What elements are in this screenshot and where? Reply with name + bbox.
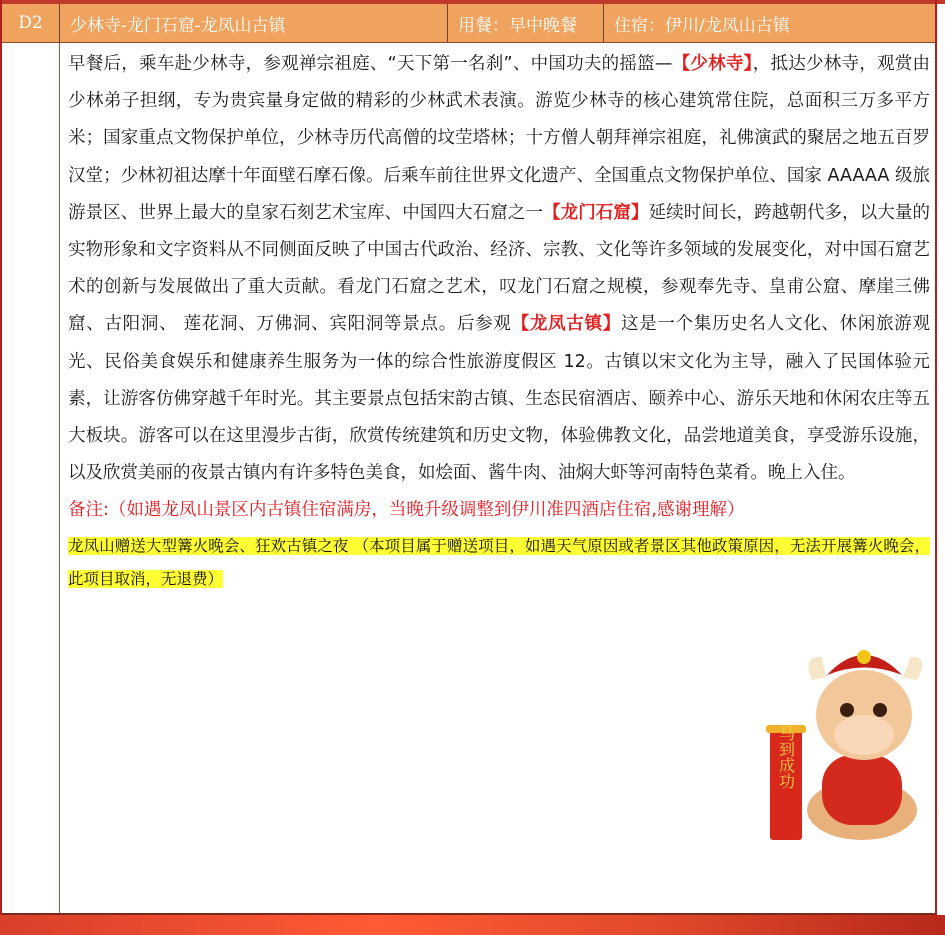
- itinerary-paragraph: [68, 46, 930, 492]
- scroll-banner-text: 马到成功: [776, 725, 796, 789]
- bonus-item: [68, 530, 930, 596]
- text-segment: 这是一个集历史名人文化、休闲旅游观光、民俗美食娱乐和健康养生服务为一体的综合性旅游度假区 12。古镇以宋文化为主导，融入了民国体验元素，让游客仿佛穿越千年时光。其主要景点包括宋韵古镇、生态民宿酒店、颐养中心、游乐天地和休闲农庄等五大板块。游客可以在这里漫步古街，欣赏传统建筑和历史文物，体验佛教文化，品尝地道美食，享受游乐设施，以及欣赏美丽的夜景古镇内有许多特色美食，如烩面、酱牛肉、油焖大虾等河南特色菜肴。晚上入住。: [68, 314, 931, 484]
- highlight-longmen-grottoes: 【龙门石窟】: [543, 202, 649, 223]
- text-segment: 早餐后，乘车赴少林寺，参观禅宗祖庭、“天下第一名刹”、中国功夫的摇篮—: [68, 54, 673, 74]
- bonus-text: 龙凤山赠送大型篝火晚会、狂欢古镇之夜 （本项目属于赠送项目，如遇天气原因或者景区其他政策原因，无法开展篝火晚会，此项目取消，无退费）: [68, 536, 930, 588]
- decorative-bottom-bar: [0, 915, 945, 935]
- meals-info: 用餐：早中晚餐: [448, 4, 604, 42]
- highlight-longfeng-town: 【龙凤古镇】: [511, 314, 621, 335]
- text-segment: 延续时间长，跨越朝代多，以大量的实物形象和文字资料从不同侧面反映了中国古代政治、经济、宗教、文化等许多领域的发展变化，对中国石窟艺术的创新与发展做出了重大贡献。看龙门石窟之艺术，叹龙门石窟之规模，参观奉先寺、皇甫公窟、摩崖三佛窟、古阳洞、 莲花洞、万佛洞、宾阳洞等景点。后参观: [68, 202, 930, 335]
- day-column-cell: [2, 43, 60, 915]
- text-segment: ，抵达少林寺，观赏由少林弟子担纲，专为贵宾量身定做的精彩的少林武术表演。游览少林寺的核心建筑常住院，总面积三万多平方米；国家重点文物保护单位，少林寺历代高僧的坟茔塔林；十方僧人朝拜禅宗祖庭，礼佛演武的聚居之地五百罗汉堂；少林初祖达摩十年面壁石摩石像。后乘车前往世界文化遗产、全国重点文物保护单位、国家 AAAAA 级旅游景区、世界上最大的皇家石刻艺术宝库、中国四大石窟之一: [68, 54, 931, 223]
- remark-note: 备注:（如遇龙凤山景区内古镇住宿满房，当晚升级调整到伊川准四酒店住宿,感谢理解）: [68, 500, 745, 521]
- day-header-row: [2, 4, 935, 43]
- ox-mascot-image: [752, 635, 942, 845]
- accommodation-info: 住宿：伊川/龙凤山古镇: [614, 15, 790, 36]
- itinerary-description: [68, 46, 930, 596]
- route-title: 少林寺-龙门石窟-龙凤山古镇: [60, 4, 448, 42]
- highlight-shaolin-temple: 【少林寺】: [672, 54, 753, 74]
- day-number: D2: [2, 4, 60, 42]
